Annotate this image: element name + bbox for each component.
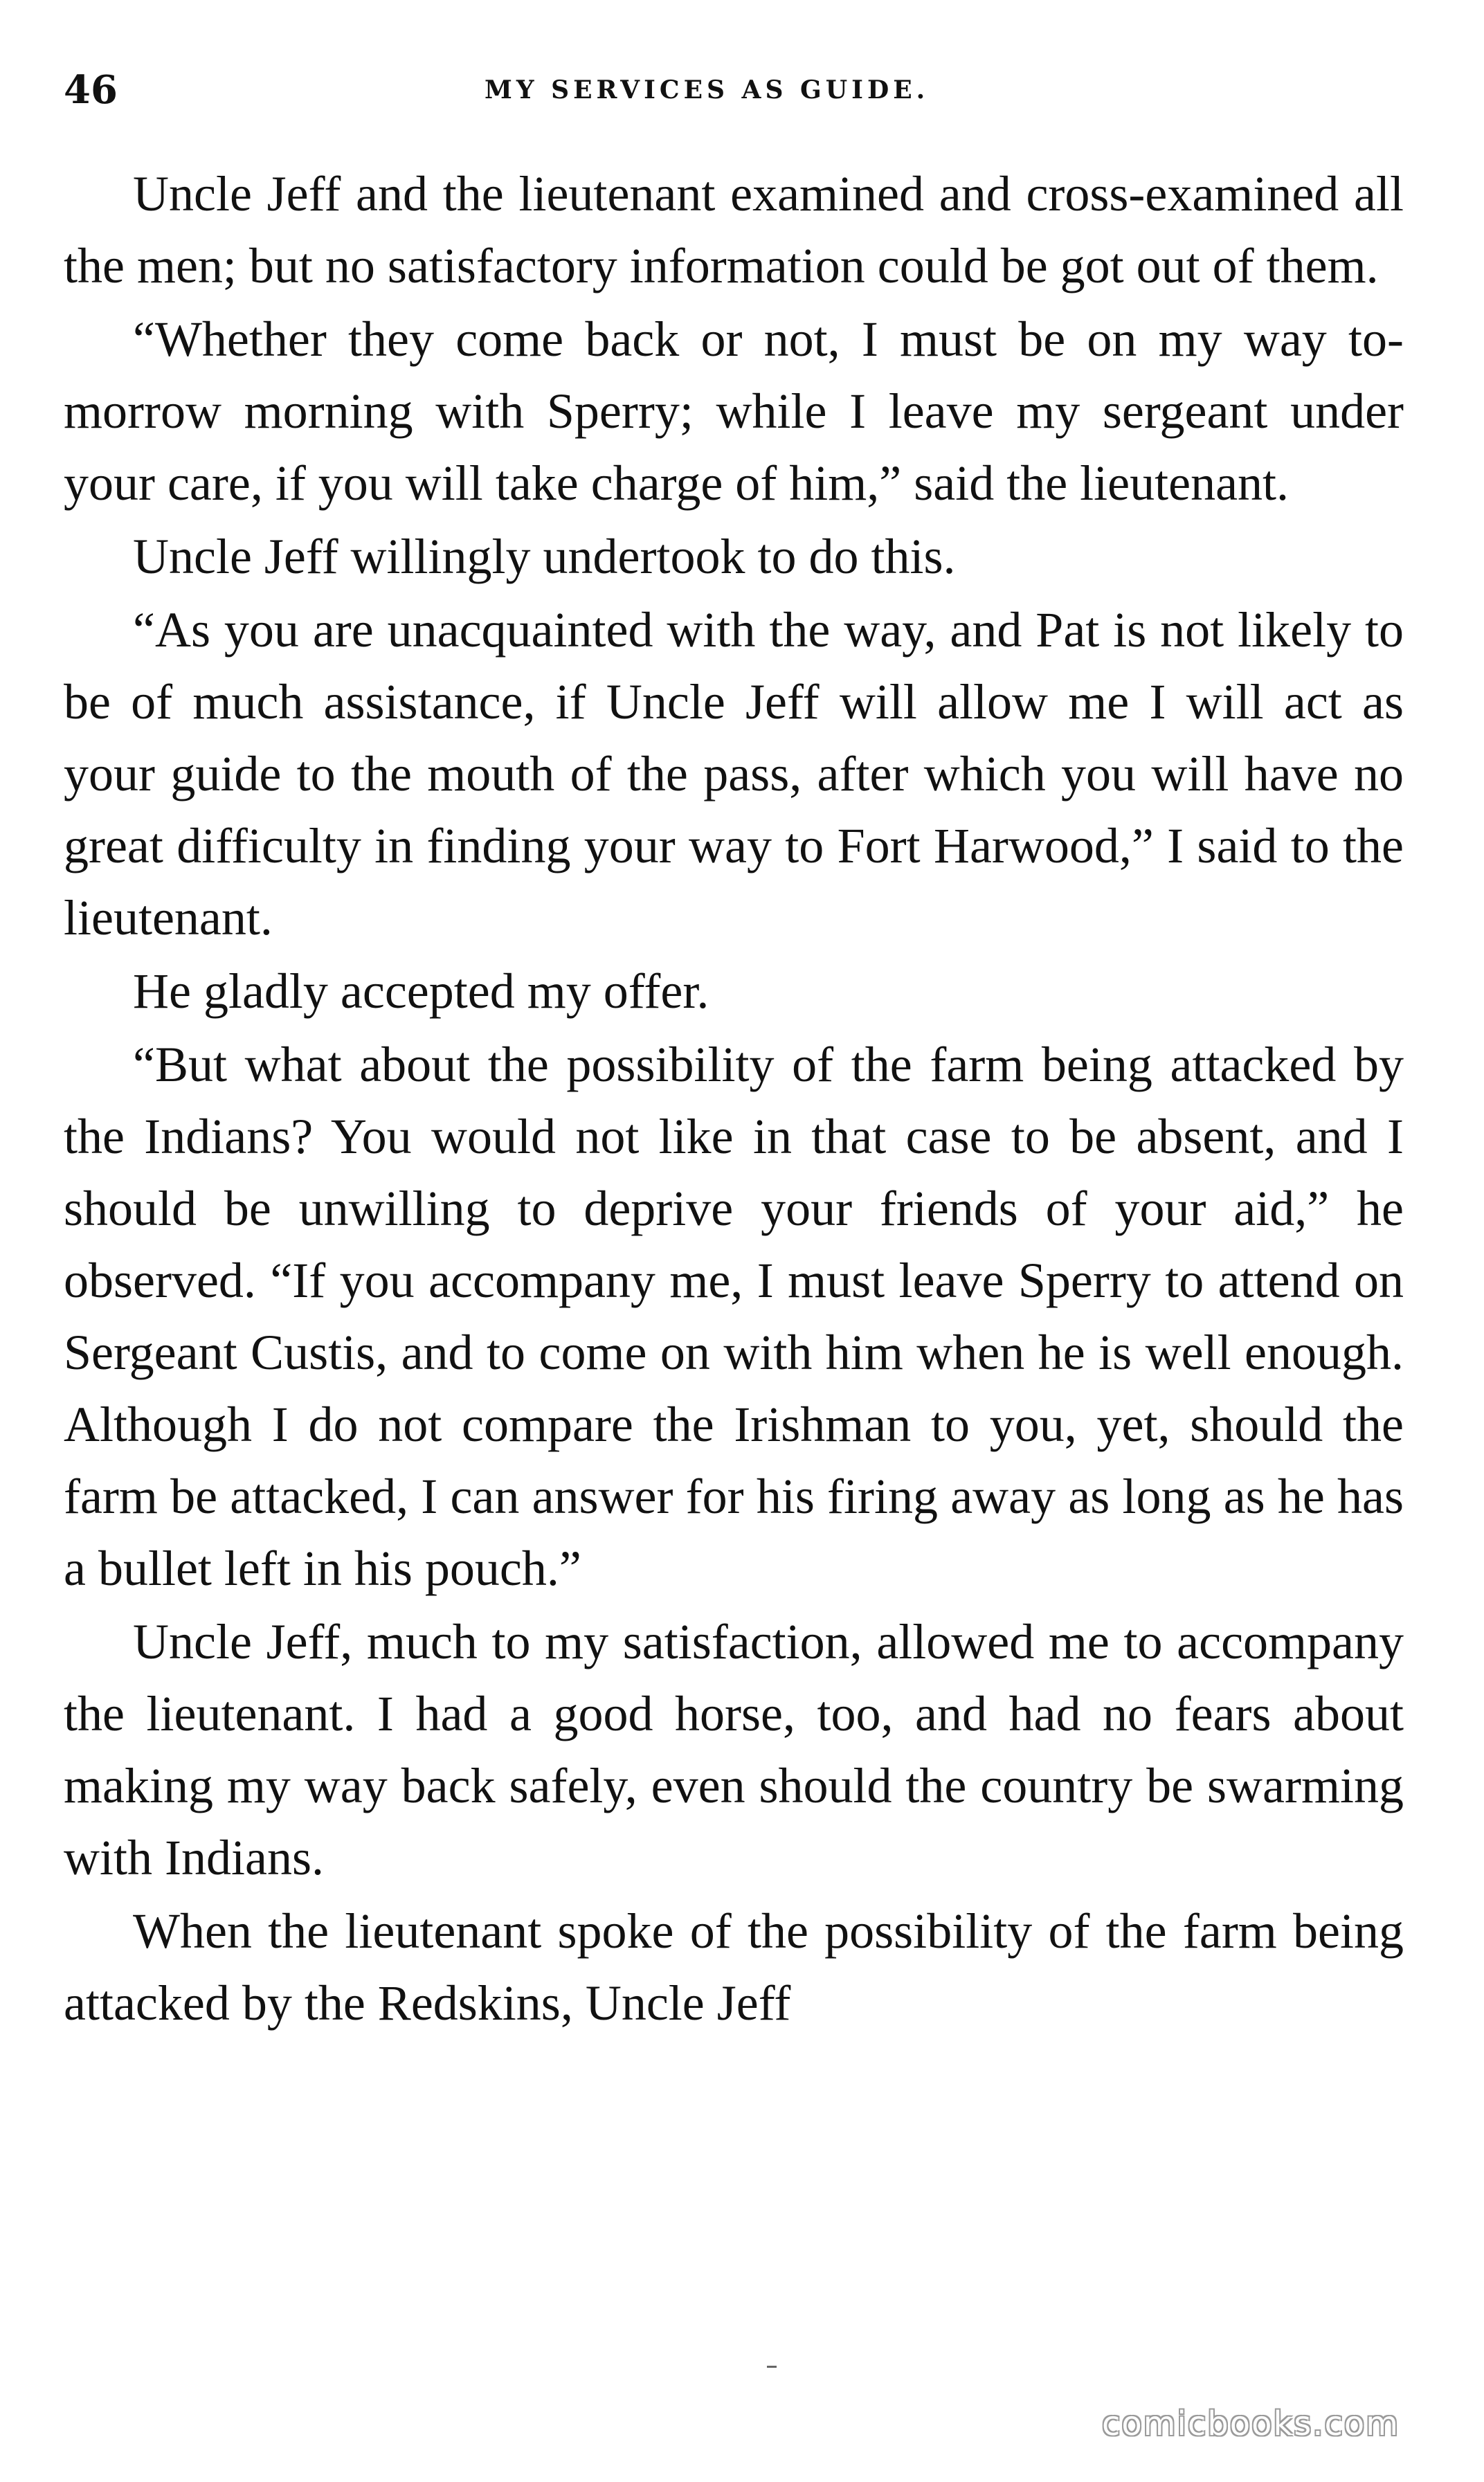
- paragraph: “As you are unacquainted with the way, and Pat is not likely to be of much assistance, if Uncle Jeff will allow me I will act as your guide to the mouth of the pass, after which you will have no great difficulty in finding your way to Fort Harwood,” I said to the lieutenant.: [64, 602, 1404, 945]
- paragraph: “But what about the possibility of the farm being attacked by the Indians? You would not like in that case to be absent, and I should be unwilling to deprive your friends of your aid,” he observed. “If you accompany me, I must leave Sperry to attend on Sergeant Custis, and to come on with him when he is well enough. Although I do not compare the Irishman to you, yet, should the farm be attacked, I can answer for his firing away as long as he has a bullet left in his pouch.”: [64, 1037, 1404, 1596]
- paragraph: “Whether they come back or not, I must be on my way to-morrow morning with Sperry; while I leave my sergeant under your care, if you will take charge of him,” said the lieutenant.: [64, 311, 1404, 511]
- paragraph: He gladly accepted my offer.: [133, 963, 709, 1019]
- footer-dash: [767, 2366, 777, 2368]
- paragraph: Uncle Jeff willingly undertook to do this.: [133, 529, 956, 584]
- watermark: comicbooks.com: [1102, 2404, 1400, 2443]
- page-number: 46: [64, 67, 118, 113]
- running-head: MY SERVICES AS GUIDE.: [485, 75, 930, 105]
- body-text: [64, 158, 1404, 2040]
- paragraph: Uncle Jeff and the lieutenant examined and cross-examined all the men; but no satisfactory information could be got out of them.: [64, 166, 1404, 293]
- paragraph: Uncle Jeff, much to my satisfaction, allowed me to accompany the lieutenant. I had a good horse, too, and had no fears about making my way back safely, even should the country be swarming with Indians.: [64, 1614, 1404, 1885]
- paragraph: When the lieutenant spoke of the possibility of the farm being attacked by the Redskins, Uncle Jeff: [64, 1903, 1404, 2031]
